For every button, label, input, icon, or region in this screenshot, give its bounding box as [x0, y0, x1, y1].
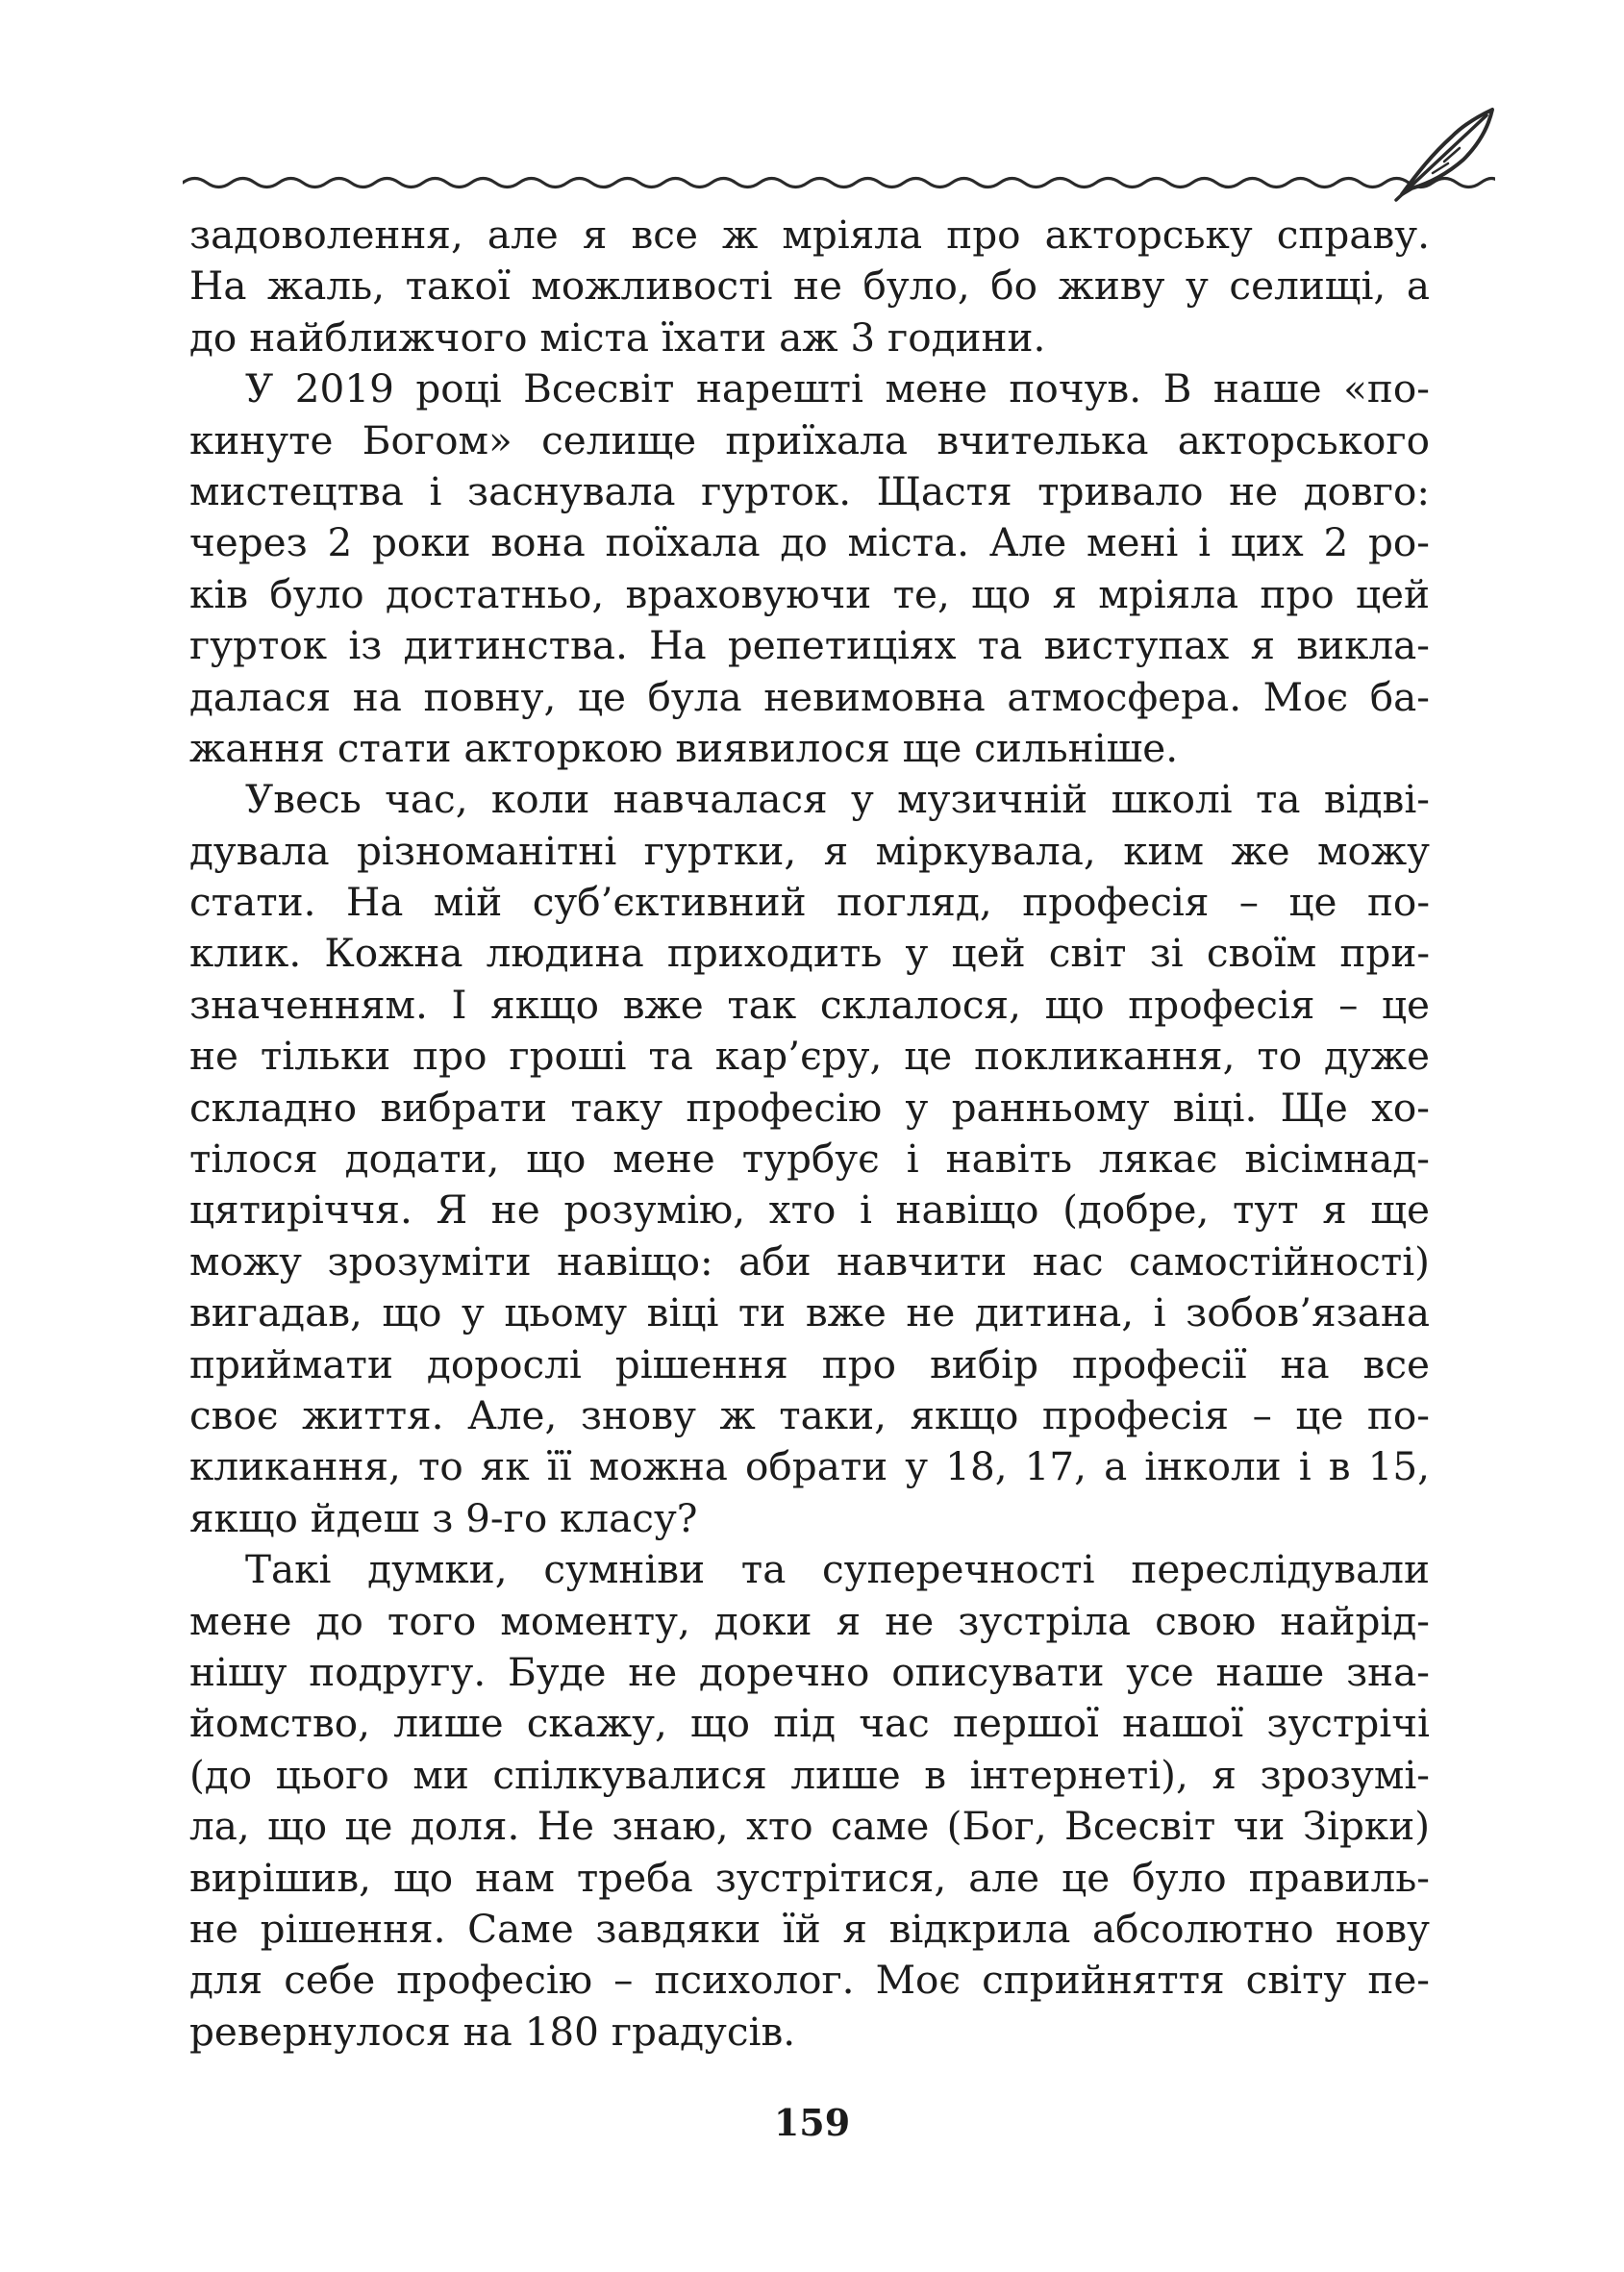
text-line: мистецтва і заснувала гурток. Щастя тривало не довго: — [189, 467, 1430, 514]
text-line: для себе професію – психолог. Моє сприйняття світу пе- — [189, 1957, 1430, 2004]
text-line: своє життя. Але, знову ж таки, якщо професія – це по- — [189, 1391, 1430, 1438]
text-line: У 2019 році Всесвіт нарешті мене почув. В наше «по- — [245, 365, 1430, 412]
text-line: можу зрозуміти навіщо: аби навчити нас самостійності) — [189, 1237, 1430, 1285]
header-wave-ornament — [183, 106, 1495, 202]
paragraph — [189, 774, 1430, 1544]
text-line: йомство, лише скажу, що під час першої нашої зустрічі — [189, 1700, 1430, 1747]
text-line: ків було достатньо, враховуючи те, що я мріяла про цей — [189, 570, 1430, 617]
text-line: гурток із дитинства. На репетиціях та виступах я викла- — [189, 622, 1430, 669]
text-line: дувала різноманітні гуртки, я міркувала, ким же можу — [189, 827, 1430, 874]
text-line: не тільки про гроші та кар’єру, це покликання, то дуже — [189, 1033, 1430, 1080]
text-line: Такі думки, сумніви та суперечності переслідували — [245, 1546, 1430, 1593]
text-line: ревернулося на 180 градусів. — [189, 2008, 796, 2055]
text-line: кинуте Богом» селище приїхала вчителька акторського — [189, 416, 1430, 463]
text-line: задоволення, але я все ж мріяла про акторську справу. — [189, 212, 1430, 258]
text-line: стати. На мій суб’єктивний погляд, професія – це по- — [189, 879, 1430, 926]
text-line: далася на повну, це була невимовна атмосфера. Моє ба- — [189, 673, 1430, 720]
paragraph — [189, 210, 1430, 363]
text-line: кликання, то як її можна обрати у 18, 17, а інколи і в 15, — [189, 1443, 1430, 1490]
text-line: Увесь час, коли навчалася у музичній школі та відві- — [245, 776, 1430, 823]
body-text — [189, 210, 1430, 2058]
paragraph — [189, 363, 1430, 774]
text-line: вирішив, що нам треба зустрітися, але це було правиль- — [189, 1854, 1430, 1901]
text-line: ла, що це доля. Не знаю, хто саме (Бог, Всесвіт чи Зірки) — [189, 1803, 1430, 1850]
text-line: приймати дорослі рішення про вибір професії на все — [189, 1340, 1430, 1387]
text-line: (до цього ми спілкувалися лише в інтернеті), я зрозумі- — [189, 1751, 1430, 1798]
text-line: клик. Кожна людина приходить у цей світ зі своїм при- — [189, 930, 1430, 977]
page-number: 159 — [773, 2101, 851, 2144]
text-line: складно вибрати таку професію у ранньому віці. Ще хо- — [189, 1084, 1430, 1131]
text-line: жання стати акторкою виявилося ще сильніше. — [189, 724, 1179, 771]
text-line: тілося додати, що мене турбує і навіть лякає вісімнад- — [189, 1136, 1430, 1183]
paragraph — [189, 1544, 1430, 2058]
text-line: значенням. І якщо вже так склалося, що професія – це — [189, 981, 1430, 1028]
text-line: вигадав, що у цьому віці ти вже не дитина, і зобов’язана — [189, 1289, 1430, 1336]
text-line: якщо йдеш з 9-го класу? — [189, 1494, 698, 1541]
text-line: На жаль, такої можливості не було, бо живу у селищі, а — [189, 262, 1430, 310]
text-line: мене до того моменту, доки я не зустріла свою найрід- — [189, 1597, 1430, 1644]
text-line: до найближчого міста їхати аж 3 години. — [189, 313, 1046, 361]
text-line: не рішення. Саме завдяки їй я відкрила абсолютно нову — [189, 1905, 1430, 1952]
text-line: цятиріччя. Я не розумію, хто і навіщо (добре, тут я ще — [189, 1186, 1430, 1234]
quill-feather-icon — [1396, 110, 1492, 200]
wavy-rule — [183, 179, 1495, 187]
text-line: через 2 роки вона поїхала до міста. Але мені і цих 2 ро- — [189, 519, 1430, 566]
text-line: нішу подругу. Буде не доречно описувати усе наше зна- — [189, 1648, 1430, 1695]
